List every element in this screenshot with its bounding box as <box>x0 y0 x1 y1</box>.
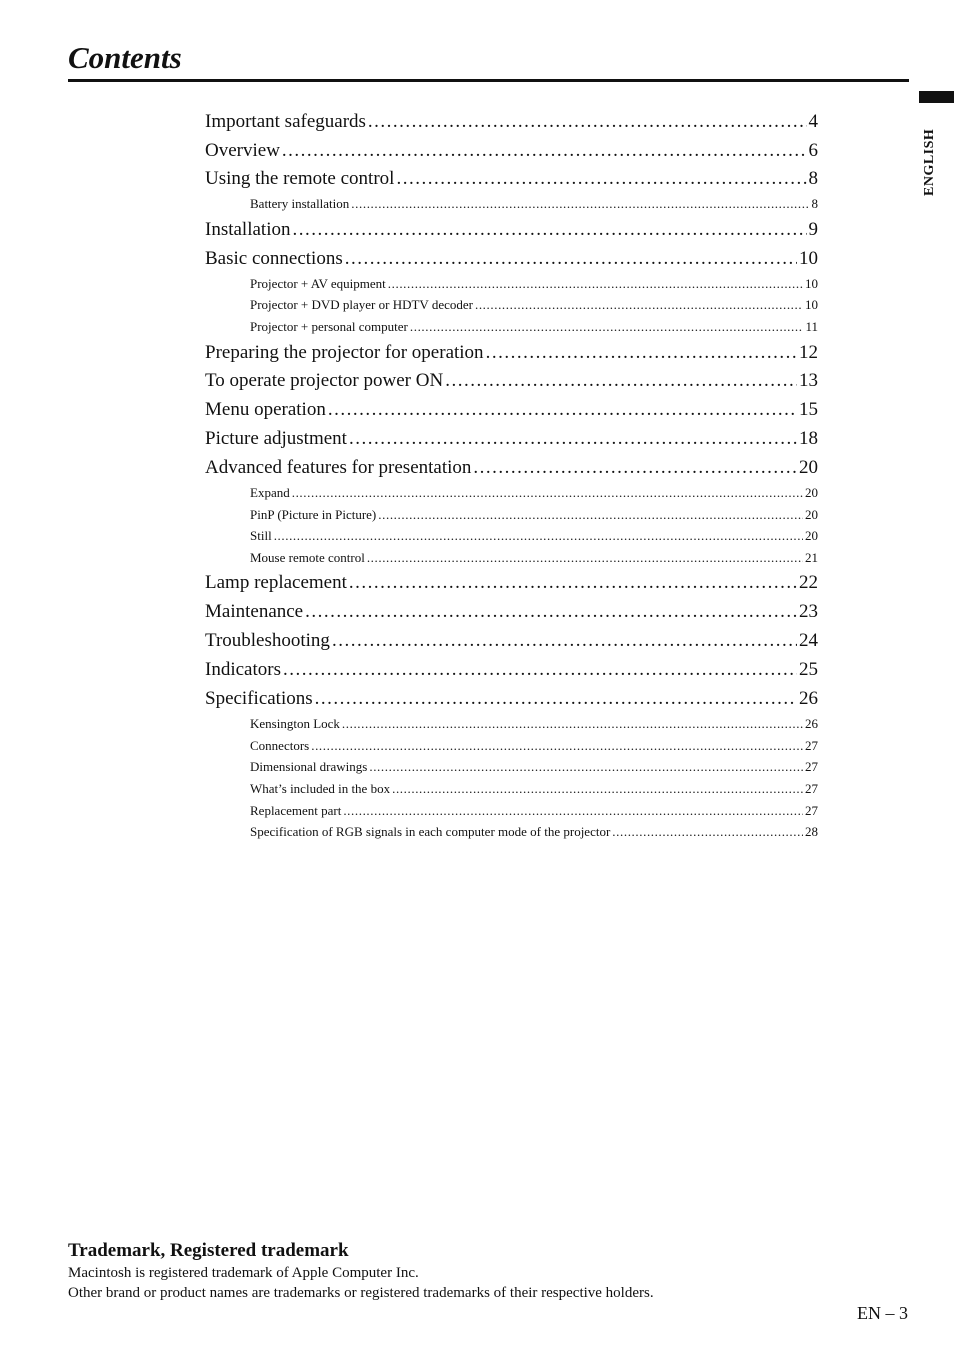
toc-leader <box>343 803 803 819</box>
toc-entry-page: 12 <box>799 342 818 363</box>
toc-subentry-label: Projector + AV equipment <box>250 276 386 291</box>
toc-leader <box>473 457 797 479</box>
toc-subentry[interactable] <box>250 319 818 335</box>
toc-leader <box>311 738 803 754</box>
toc-entry-page: 18 <box>799 428 818 449</box>
toc-entry[interactable] <box>205 111 818 133</box>
toc-leader <box>368 111 807 133</box>
toc-subentry-page: 28 <box>805 824 818 839</box>
toc-entry-label: Preparing the projector for operation <box>205 342 484 363</box>
toc-leader <box>282 140 807 162</box>
toc-subentry[interactable] <box>250 550 818 566</box>
page-number: EN – 3 <box>857 1303 908 1323</box>
toc-subentry-page: 26 <box>805 716 818 731</box>
toc-entry-page: 13 <box>799 370 818 391</box>
toc-leader <box>392 781 803 797</box>
toc-subentry[interactable] <box>250 738 818 754</box>
toc-leader <box>283 659 797 681</box>
toc-entry-page: 6 <box>808 140 818 161</box>
toc-leader <box>305 601 797 623</box>
toc-entry-label: Indicators <box>205 659 281 680</box>
toc-subentry-label: Projector + personal computer <box>250 319 408 334</box>
toc-leader <box>292 485 803 501</box>
toc-subentry-label: Kensington Lock <box>250 716 340 731</box>
toc-subentry[interactable] <box>250 781 818 797</box>
toc-leader <box>351 196 809 212</box>
toc-leader <box>349 428 797 450</box>
toc-subentry-page: 8 <box>811 196 818 211</box>
toc-entry-label: Maintenance <box>205 601 304 622</box>
toc-entry[interactable] <box>205 630 818 652</box>
toc-entry-label: Specifications <box>205 688 313 709</box>
toc-leader <box>445 370 797 392</box>
toc-leader <box>274 528 803 544</box>
toc-subentry-label: Dimensional drawings <box>250 759 368 774</box>
trademark-text-others: Other brand or product names are trademarks or registered trademarks of their respective holders. <box>68 1285 654 1301</box>
toc-entry-label: Installation <box>205 219 291 240</box>
toc-subentry-label: Specification of RGB signals in each computer mode of the projector <box>250 824 611 839</box>
toc-subentry-label: Battery installation <box>250 196 350 211</box>
toc-leader <box>349 572 797 594</box>
toc-leader <box>328 399 797 421</box>
toc-subentry-page: 11 <box>805 319 818 334</box>
toc-entry[interactable] <box>205 342 818 364</box>
toc-entry[interactable] <box>205 248 818 270</box>
toc-entry-page: 26 <box>799 688 818 709</box>
toc-entry-label: Lamp replacement <box>205 572 347 593</box>
toc-entry[interactable] <box>205 428 818 450</box>
toc-entry-page: 23 <box>799 601 818 622</box>
toc-entry-page: 20 <box>799 457 818 478</box>
toc-leader <box>388 276 803 292</box>
toc-entry[interactable] <box>205 572 818 594</box>
toc-leader <box>475 297 803 313</box>
toc-entry-page: 4 <box>808 111 818 132</box>
toc-entry[interactable] <box>205 219 818 241</box>
toc-entry[interactable] <box>205 140 818 162</box>
toc-subentry[interactable] <box>250 276 818 292</box>
toc-entry-label: To operate projector power ON <box>205 370 444 391</box>
toc-leader <box>292 219 806 241</box>
toc-subentry-page: 27 <box>805 803 818 818</box>
toc-leader <box>369 759 803 775</box>
toc-entry-page: 15 <box>799 399 818 420</box>
toc-entry[interactable] <box>205 168 818 190</box>
toc-leader <box>342 716 803 732</box>
toc-entry-page: 9 <box>808 219 818 240</box>
toc-entry-label: Overview <box>205 140 280 161</box>
toc-subentry-label: What’s included in the box <box>250 781 391 796</box>
toc-subentry-page: 20 <box>805 507 818 522</box>
toc-subentry-page: 27 <box>805 781 818 796</box>
toc-entry[interactable] <box>205 457 818 479</box>
toc-entry-page: 8 <box>808 168 818 189</box>
toc-subentry[interactable] <box>250 759 818 775</box>
title-rule <box>68 79 909 82</box>
toc-leader <box>378 507 803 523</box>
trademark-text-apple: Macintosh is registered trademark of Apple Computer Inc. <box>68 1265 419 1281</box>
trademark-heading: Trademark, Registered trademark <box>68 1240 349 1261</box>
toc-leader <box>396 168 806 190</box>
toc-subentry[interactable] <box>250 528 818 544</box>
toc-subentry-label: Expand <box>250 485 290 500</box>
toc-subentry[interactable] <box>250 824 818 840</box>
toc-subentry-label: Projector + DVD player or HDTV decoder <box>250 297 473 312</box>
toc-subentry[interactable] <box>250 196 818 212</box>
toc-subentry-page: 27 <box>805 759 818 774</box>
toc-leader <box>315 688 797 710</box>
toc-subentry-page: 27 <box>805 738 818 753</box>
toc-entry-label: Menu operation <box>205 399 326 420</box>
toc-subentry-page: 10 <box>805 297 818 312</box>
toc-subentry-page: 21 <box>805 550 818 565</box>
toc-entry[interactable] <box>205 370 818 392</box>
toc-entry-label: Basic connections <box>205 248 343 269</box>
toc-entry-label: Using the remote control <box>205 168 395 189</box>
toc-subentry-page: 10 <box>805 276 818 291</box>
toc-subentry-label: Mouse remote control <box>250 550 365 565</box>
toc-subentry[interactable] <box>250 507 818 523</box>
toc-leader <box>486 342 797 364</box>
toc-subentry-label: Still <box>250 528 272 543</box>
toc-leader <box>410 319 804 335</box>
toc-subentry[interactable] <box>250 716 818 732</box>
toc-leader <box>367 550 803 566</box>
toc-entry-page: 24 <box>799 630 818 651</box>
toc-subentry-page: 20 <box>805 528 818 543</box>
toc-entry[interactable] <box>205 601 818 623</box>
toc-entry-label: Important safeguards <box>205 111 366 132</box>
toc-subentry-label: PinP (Picture in Picture) <box>250 507 377 522</box>
toc-entry-label: Troubleshooting <box>205 630 330 651</box>
toc-subentry[interactable] <box>250 803 818 819</box>
toc-leader <box>332 630 797 652</box>
toc-entry[interactable] <box>205 399 818 421</box>
toc-leader <box>612 824 803 840</box>
language-tab-label: ENGLISH <box>922 128 937 196</box>
page-title: Contents <box>68 40 182 75</box>
language-tab-marker <box>919 91 954 103</box>
toc-subentry-page: 20 <box>805 485 818 500</box>
toc-entry[interactable] <box>205 659 818 681</box>
toc-subentry-label: Replacement part <box>250 803 342 818</box>
toc-entry-label: Advanced features for presentation <box>205 457 472 478</box>
toc-entry[interactable] <box>205 688 818 710</box>
toc-subentry[interactable] <box>250 297 818 313</box>
toc-entry-label: Picture adjustment <box>205 428 347 449</box>
toc-subentry-label: Connectors <box>250 738 310 753</box>
toc-entry-page: 25 <box>799 659 818 680</box>
toc-entry-page: 22 <box>799 572 818 593</box>
toc-subentry[interactable] <box>250 485 818 501</box>
toc-leader <box>345 248 797 270</box>
toc-entry-page: 10 <box>799 248 818 269</box>
